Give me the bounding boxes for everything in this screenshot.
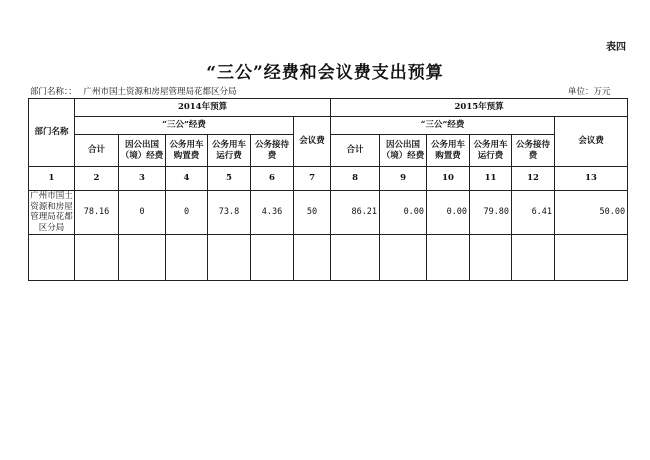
unit-label: 单位：万元 bbox=[568, 87, 611, 97]
sub-header-2014-car-purchase: 公务用车购置费 bbox=[166, 135, 208, 167]
cell-2014-car-purchase: 0 bbox=[166, 191, 208, 235]
three-public-2015-header: “三公”经费 bbox=[331, 117, 555, 135]
cell-2015-meeting: 50.00 bbox=[555, 191, 628, 235]
cell-2014-meeting: 50 bbox=[294, 191, 331, 235]
cell-2015-car-purchase: 0.00 bbox=[427, 191, 470, 235]
col-number: 8 bbox=[331, 167, 380, 191]
col-number: 6 bbox=[251, 167, 294, 191]
cell-2014-reception: 4.36 bbox=[251, 191, 294, 235]
cell-2014-total: 78.16 bbox=[75, 191, 119, 235]
page-title: “三公”经费和会议费支出预算 bbox=[206, 63, 444, 83]
col-number: 5 bbox=[208, 167, 251, 191]
header-row-years bbox=[29, 99, 628, 117]
budget-table bbox=[28, 98, 628, 281]
empty-cell bbox=[294, 234, 331, 280]
empty-cell bbox=[555, 234, 628, 280]
empty-cell bbox=[29, 234, 75, 280]
col-number: 13 bbox=[555, 167, 628, 191]
dept-name-header: 部门名称 bbox=[29, 99, 75, 167]
empty-cell bbox=[251, 234, 294, 280]
sub-header-2014-total: 合计 bbox=[75, 135, 119, 167]
header-row-categories bbox=[29, 117, 628, 135]
empty-cell bbox=[380, 234, 427, 280]
cell-2015-total: 86.21 bbox=[331, 191, 380, 235]
sub-header-2015-total: 合计 bbox=[331, 135, 380, 167]
sub-header-2014-car-operation: 公务用车运行费 bbox=[208, 135, 251, 167]
department-line bbox=[30, 85, 240, 97]
row-dept-name: 广州市国土资源和房屋管理局花都区分局 bbox=[30, 191, 73, 233]
cell-2015-car-operation: 79.80 bbox=[470, 191, 512, 235]
col-number: 1 bbox=[29, 167, 75, 191]
sub-header-2015-reception: 公务接待费 bbox=[512, 135, 555, 167]
col-number: 10 bbox=[427, 167, 470, 191]
cell-2014-overseas: 0 bbox=[119, 191, 166, 235]
col-number: 2 bbox=[75, 167, 119, 191]
col-number: 7 bbox=[294, 167, 331, 191]
col-number: 11 bbox=[470, 167, 512, 191]
sub-header-2014-reception: 公务接待费 bbox=[251, 135, 294, 167]
sub-header-2015-car-purchase: 公务用车购置费 bbox=[427, 135, 470, 167]
cell-2015-reception: 6.41 bbox=[512, 191, 555, 235]
empty-cell bbox=[427, 234, 470, 280]
department-value: 广州市国土资源和房屋管理局花都区分局 bbox=[83, 87, 237, 97]
cell-2015-overseas: 0.00 bbox=[380, 191, 427, 235]
table-row-empty bbox=[29, 234, 628, 280]
year-2015-header: 2015年预算 bbox=[331, 99, 628, 117]
empty-cell bbox=[208, 234, 251, 280]
empty-cell bbox=[166, 234, 208, 280]
department-label: 部门名称：： bbox=[30, 87, 77, 97]
empty-cell bbox=[331, 234, 380, 280]
meeting-fee-2015-header: 会议费 bbox=[555, 117, 628, 167]
sub-header-2015-car-operation: 公务用车运行费 bbox=[470, 135, 512, 167]
col-number: 4 bbox=[166, 167, 208, 191]
year-2014-header: 2014年预算 bbox=[75, 99, 331, 117]
col-number: 12 bbox=[512, 167, 555, 191]
col-number: 9 bbox=[380, 167, 427, 191]
col-number: 3 bbox=[119, 167, 166, 191]
table-row bbox=[29, 191, 628, 235]
cell-2014-car-operation: 73.8 bbox=[208, 191, 251, 235]
empty-cell bbox=[512, 234, 555, 280]
empty-cell bbox=[470, 234, 512, 280]
three-public-2014-header: “三公”经费 bbox=[75, 117, 294, 135]
empty-cell bbox=[75, 234, 119, 280]
empty-cell bbox=[119, 234, 166, 280]
sub-header-2015-overseas: 因公出国（境）经费 bbox=[380, 135, 427, 167]
table-number-tag: 表四 bbox=[606, 42, 626, 53]
meeting-fee-2014-header: 会议费 bbox=[294, 117, 331, 167]
sub-header-2014-overseas: 因公出国（境）经费 bbox=[119, 135, 166, 167]
column-number-row bbox=[29, 167, 628, 191]
